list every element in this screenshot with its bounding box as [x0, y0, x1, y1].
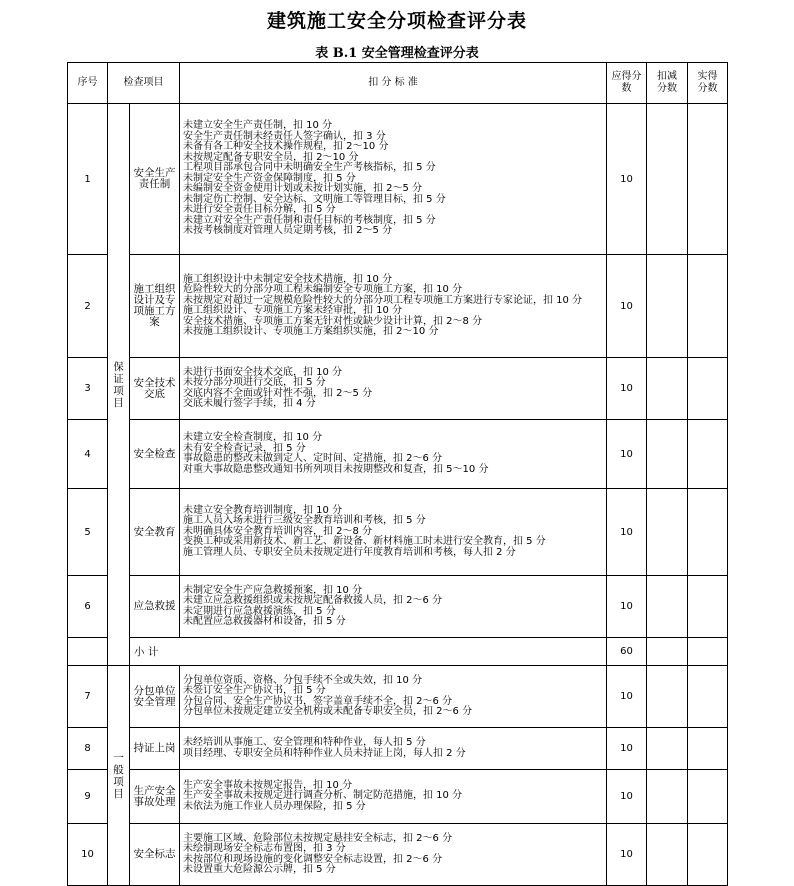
category-guarantee: 保证项目	[108, 104, 130, 666]
row-due-score: 10	[607, 770, 647, 824]
criteria-line: 未备有各工种安全技术操作规程，扣 2～10 分	[183, 141, 389, 153]
row-deduct-score[interactable]	[647, 770, 688, 824]
criteria-line: 对重大事故隐患整改通知书所列项目未按期整改和复查，扣 5～10 分	[183, 463, 489, 475]
score-table	[67, 62, 728, 886]
row-actual-score[interactable]	[688, 728, 728, 770]
row-criteria	[180, 728, 607, 770]
row-criteria	[180, 104, 607, 255]
row-item: 安全检查	[130, 420, 180, 489]
row-due-score: 10	[607, 489, 647, 576]
criteria-line: 未建立安全检查制度，扣 10 分	[183, 432, 323, 443]
table-row	[68, 420, 728, 489]
table-row	[68, 728, 728, 770]
row-criteria	[180, 824, 607, 886]
criteria-line: 交底内容不全面或针对性不强，扣 2～5 分	[183, 387, 373, 399]
row-item: 生产安全事故处理	[130, 770, 180, 824]
subtotal-actual[interactable]	[688, 638, 728, 666]
table-row	[68, 255, 728, 358]
criteria-line: 未按考核制度对管理人员定期考核，扣 2～5 分	[183, 225, 393, 237]
criteria-line: 主要施工区域、危险部位未按规定悬挂安全标志，扣 2～6 分	[183, 832, 453, 844]
criteria-line: 分包合同、安全生产协议书，签字盖章手续不全，扣 2～6 分	[183, 695, 453, 707]
row-deduct-score[interactable]	[647, 255, 688, 358]
row-criteria	[180, 576, 607, 638]
criteria-line: 施工管理人员、专职安全员未按规定进行年度教育培训和考核，每人扣 2 分	[183, 546, 516, 558]
header-criteria: 扣 分 标 准	[180, 63, 607, 104]
row-due-score: 10	[607, 420, 647, 489]
row-due-score: 10	[607, 104, 647, 255]
criteria-line: 危险性较大的分部分项工程未编制安全专项施工方案，扣 10 分	[183, 284, 463, 295]
criteria-line: 未制定安全生产资金保障制度，扣 5 分	[183, 172, 356, 184]
row-seq: 6	[68, 576, 108, 638]
row-due-score: 10	[607, 728, 647, 770]
row-item: 安全生产责任制	[130, 104, 180, 255]
header-row	[68, 63, 728, 104]
row-seq: 9	[68, 770, 108, 824]
category-general: 一般项目	[108, 666, 130, 886]
row-actual-score[interactable]	[688, 255, 728, 358]
row-actual-score[interactable]	[688, 770, 728, 824]
criteria-line: 施工组织设计中未制定安全技术措施，扣 10 分	[183, 273, 393, 285]
criteria-line: 生产安全事故未按规定报告，扣 10 分	[183, 779, 353, 791]
criteria-line: 安全技术措施、专项施工方案无针对性或缺少设计计算，扣 2～8 分	[183, 315, 483, 327]
row-seq: 5	[68, 489, 108, 576]
row-item: 安全技术交底	[130, 358, 180, 420]
table-row	[68, 358, 728, 420]
row-actual-score[interactable]	[688, 489, 728, 576]
table-row	[68, 666, 728, 728]
row-criteria	[180, 358, 607, 420]
row-seq: 2	[68, 255, 108, 358]
row-deduct-score[interactable]	[647, 358, 688, 420]
criteria-line: 项目经理、专职安全员和特种作业人员未持证上岗，每人扣 2 分	[183, 747, 466, 759]
criteria-line: 未设置重大危险源公示牌，扣 5 分	[183, 864, 336, 875]
row-due-score: 10	[607, 824, 647, 886]
row-item: 安全标志	[130, 824, 180, 886]
subtotal-label: 小 计	[130, 638, 607, 666]
table-subtitle: 表 B.1 安全管理检查评分表	[315, 46, 479, 61]
criteria-line: 分包单位未按规定建立安全机构或未配备专职安全员，扣 2～6 分	[183, 706, 473, 717]
row-deduct-score[interactable]	[647, 104, 688, 255]
criteria-line: 未进行书面安全技术交底，扣 10 分	[183, 366, 343, 378]
subtotal-row	[68, 638, 728, 666]
criteria-line: 未制定伤亡控制、安全达标、文明施工等管理目标，扣 5 分	[183, 193, 446, 205]
criteria-line: 未依法为施工作业人员办理保险，扣 5 分	[183, 800, 366, 812]
row-criteria	[180, 770, 607, 824]
table-row	[68, 576, 728, 638]
subtotal-seq	[68, 638, 108, 666]
row-criteria	[180, 666, 607, 728]
criteria-line: 安全生产责任制未经责任人签字确认，扣 3 分	[183, 130, 386, 142]
row-due-score: 10	[607, 576, 647, 638]
row-item: 安全教育	[130, 489, 180, 576]
row-deduct-score[interactable]	[647, 728, 688, 770]
row-seq: 7	[68, 666, 108, 728]
row-seq: 1	[68, 104, 108, 255]
table-row	[68, 770, 728, 824]
criteria-line: 未签订安全生产协议书，扣 5 分	[183, 685, 326, 696]
row-deduct-score[interactable]	[647, 420, 688, 489]
criteria-line: 未经培训从事施工、安全管理和特种作业，每人扣 5 分	[183, 737, 426, 748]
header-seq: 序号	[68, 63, 108, 104]
criteria-line: 未编制安全资金使用计划或未按计划实施，扣 2～5 分	[183, 183, 423, 195]
criteria-line: 施工人员入场未进行三级安全教育培训和考核，扣 5 分	[183, 515, 426, 527]
row-due-score: 10	[607, 358, 647, 420]
criteria-line: 分包单位资质、资格、分包手续不全或失效，扣 10 分	[183, 674, 423, 686]
criteria-line: 未建立安全生产责任制，扣 10 分	[183, 120, 333, 132]
row-criteria	[180, 420, 607, 489]
row-item: 应急救援	[130, 576, 180, 638]
header-due: 应得分数	[607, 63, 647, 104]
criteria-line: 未进行安全责任目标分解，扣 5 分	[183, 204, 336, 216]
row-actual-score[interactable]	[688, 104, 728, 255]
row-deduct-score[interactable]	[647, 666, 688, 728]
criteria-line: 变换工种或采用新技术、新工艺、新设备、新材料施工时未进行安全教育，扣 5 分	[183, 536, 546, 548]
document-title: 建筑施工安全分项检查评分表	[266, 10, 527, 32]
row-deduct-score[interactable]	[647, 824, 688, 886]
header-actual: 实得分数	[688, 63, 728, 104]
row-item: 持证上岗	[130, 728, 180, 770]
row-seq: 10	[68, 824, 108, 886]
criteria-line: 未定期进行应急救援演练，扣 5 分	[183, 605, 336, 617]
row-actual-score[interactable]	[688, 824, 728, 886]
row-item: 施工组织设计及专项施工方案	[130, 255, 180, 358]
subtotal-value: 60	[607, 638, 647, 666]
criteria-line: 未有安全检查记录，扣 5 分	[183, 442, 306, 454]
table-row	[68, 824, 728, 886]
criteria-line: 未绘制现场安全标志布置图，扣 3 分	[183, 843, 346, 854]
row-due-score: 10	[607, 255, 647, 358]
subtotal-deduct[interactable]	[647, 638, 688, 666]
row-item: 分包单位安全管理	[130, 666, 180, 728]
header-deduct: 扣减分数	[647, 63, 688, 104]
row-actual-score[interactable]	[688, 666, 728, 728]
row-actual-score[interactable]	[688, 358, 728, 420]
criteria-line: 未建立对安全生产责任制和责任目标的考核制度，扣 5 分	[183, 214, 436, 226]
criteria-line: 未按分部分项进行交底，扣 5 分	[183, 377, 326, 388]
criteria-line: 未配置应急救援器材和设备，扣 5 分	[183, 616, 346, 627]
row-deduct-score[interactable]	[647, 489, 688, 576]
table-row	[68, 489, 728, 576]
row-actual-score[interactable]	[688, 576, 728, 638]
row-actual-score[interactable]	[688, 420, 728, 489]
criteria-line: 未按施工组织设计、专项施工方案组织实施，扣 2～10 分	[183, 326, 439, 337]
criteria-line: 未建立安全教育培训制度，扣 10 分	[183, 504, 343, 516]
criteria-line: 未建立应急救援组织或未按规定配备救援人员，扣 2～6 分	[183, 595, 443, 606]
table-row	[68, 104, 728, 255]
criteria-line: 生产安全事故未按规定进行调查分析、制定防范措施，扣 10 分	[183, 790, 463, 802]
row-criteria	[180, 255, 607, 358]
criteria-line: 事故隐患的整改未做到定人、定时间、定措施，扣 2～6 分	[183, 453, 443, 464]
criteria-line: 未按规定对超过一定规模危险性较大的分部分项工程专项施工方案进行专家论证，扣 10 分	[183, 294, 583, 306]
criteria-line: 未明确具体安全教育培训内容，扣 2～8 分	[183, 525, 373, 537]
criteria-line: 未制定安全生产应急救援预案，扣 10 分	[183, 584, 363, 596]
row-deduct-score[interactable]	[647, 576, 688, 638]
criteria-line: 交底未履行签字手续，扣 4 分	[183, 398, 316, 409]
row-criteria	[180, 489, 607, 576]
criteria-line: 未按规定配备专职安全员，扣 2～10 分	[183, 151, 359, 163]
criteria-line: 未按部位和现场设施的变化调整安全标志设置，扣 2～6 分	[183, 853, 443, 865]
criteria-line: 施工组织设计、专项施工方案未经审批，扣 10 分	[183, 305, 403, 316]
row-seq: 8	[68, 728, 108, 770]
row-due-score: 10	[607, 666, 647, 728]
row-seq: 4	[68, 420, 108, 489]
row-seq: 3	[68, 358, 108, 420]
header-item: 检查项目	[108, 63, 180, 104]
criteria-line: 工程项目部承包合同中未明确安全生产考核指标，扣 5 分	[183, 162, 436, 174]
